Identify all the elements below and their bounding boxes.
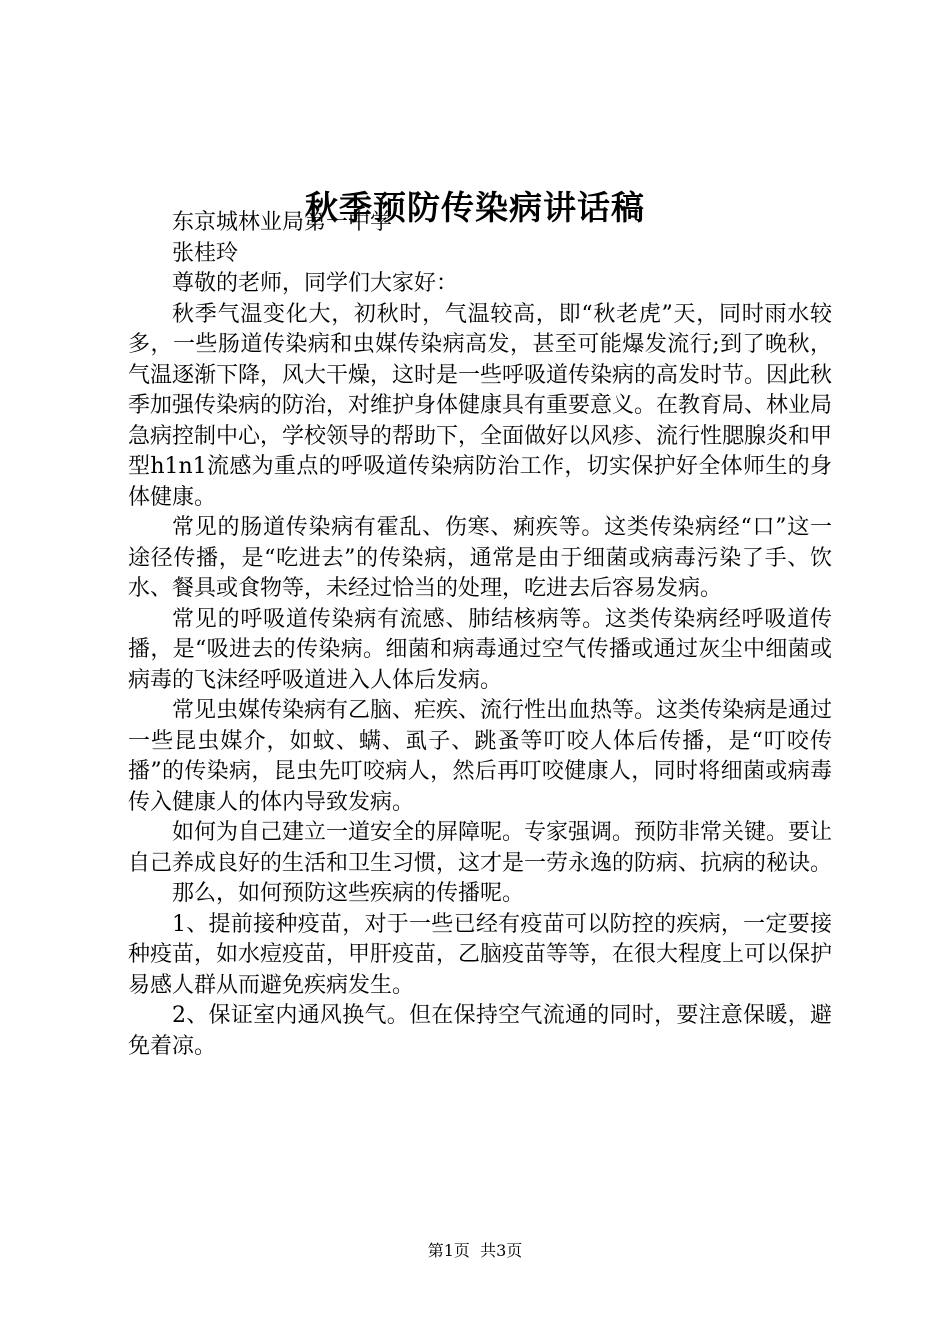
paragraph-intro: 秋季气温变化大，初秋时，气温较高，即“秋老虎”天，同时雨水较多，一些肠道传染病和虫媒传染病高发，甚至可能爆发流行;到了晚秋，气温逐渐下降，风大干燥，这时是一些呼吸道传染病的高发时节。因此秋季加强传染病的防治，对维护身体健康具有重要意义。在教育局、林业局急病控制中心，学校领导的帮助下，全面做好以风疹、流行性腮腺炎和甲型h1n1流感为重点的呼吸道传染病防治工作，切实保护好全体师生的身体健康。 bbox=[128, 301, 833, 510]
paragraph-respiratory: 常见的呼吸道传染病有流感、肺结核病等。这类传染病经呼吸道传播，是“吸进去的传染病。细菌和病毒通过空气传播或通过灰尘中细菌或病毒的飞沫经呼吸道进入人体后发病。 bbox=[128, 606, 832, 693]
paragraph-insect-borne: 常见虫媒传染病有乙脑、疟疾、流行性出血热等。这类传染病是通过一些昆虫媒介，如蚊、螨、虱子、跳蚤等叮咬人体后传播，是“叮咬传播”的传染病，昆虫先叮咬病人，然后再叮咬健康人，同时将细菌或病毒传入健康人的体内导致发病。 bbox=[128, 698, 833, 815]
document-title: 秋季预防传染病讲话稿 bbox=[305, 188, 645, 227]
list-item-ventilation: 2、保证室内通风换气。但在保持空气流通的同时，要注意保暖，避免着凉。 bbox=[128, 1003, 832, 1059]
greeting: 尊敬的老师，同学们大家好： bbox=[172, 271, 459, 296]
page-footer bbox=[0, 1240, 950, 1262]
document-body bbox=[128, 208, 832, 1062]
list-item-vaccine: 1、提前接种疫苗，对于一些已经有疫苗可以防控的疾病，一定要接种疫苗，如水痘疫苗，甲肝疫苗，乙脑疫苗等等，在很大程度上可以保护易感人群从而避免疾病发生。 bbox=[128, 911, 833, 998]
paragraph-barrier: 如何为自己建立一道安全的屏障呢。专家强调。预防非常关键。要让自己养成良好的生活和卫生习惯，这才是一劳永逸的防病、抗病的秘诀。 bbox=[128, 820, 833, 876]
page-number-label: 第1页 共3页 bbox=[427, 1241, 523, 1260]
paragraph-question: 那么，如何预防这些疾病的传播呢。 bbox=[172, 881, 525, 906]
paragraph-intestinal: 常见的肠道传染病有霍乱、伤寒、痢疾等。这类传染病经“口”这一途径传播，是“吃进去”的传染病，通常是由于细菌或病毒污染了手、饮水、餐具或食物等，未经过恰当的处理，吃进去后容易发病。 bbox=[128, 515, 832, 601]
author-name: 张桂玲 bbox=[172, 240, 239, 266]
author-organization: 东京城林业局第一中学 bbox=[172, 210, 393, 235]
